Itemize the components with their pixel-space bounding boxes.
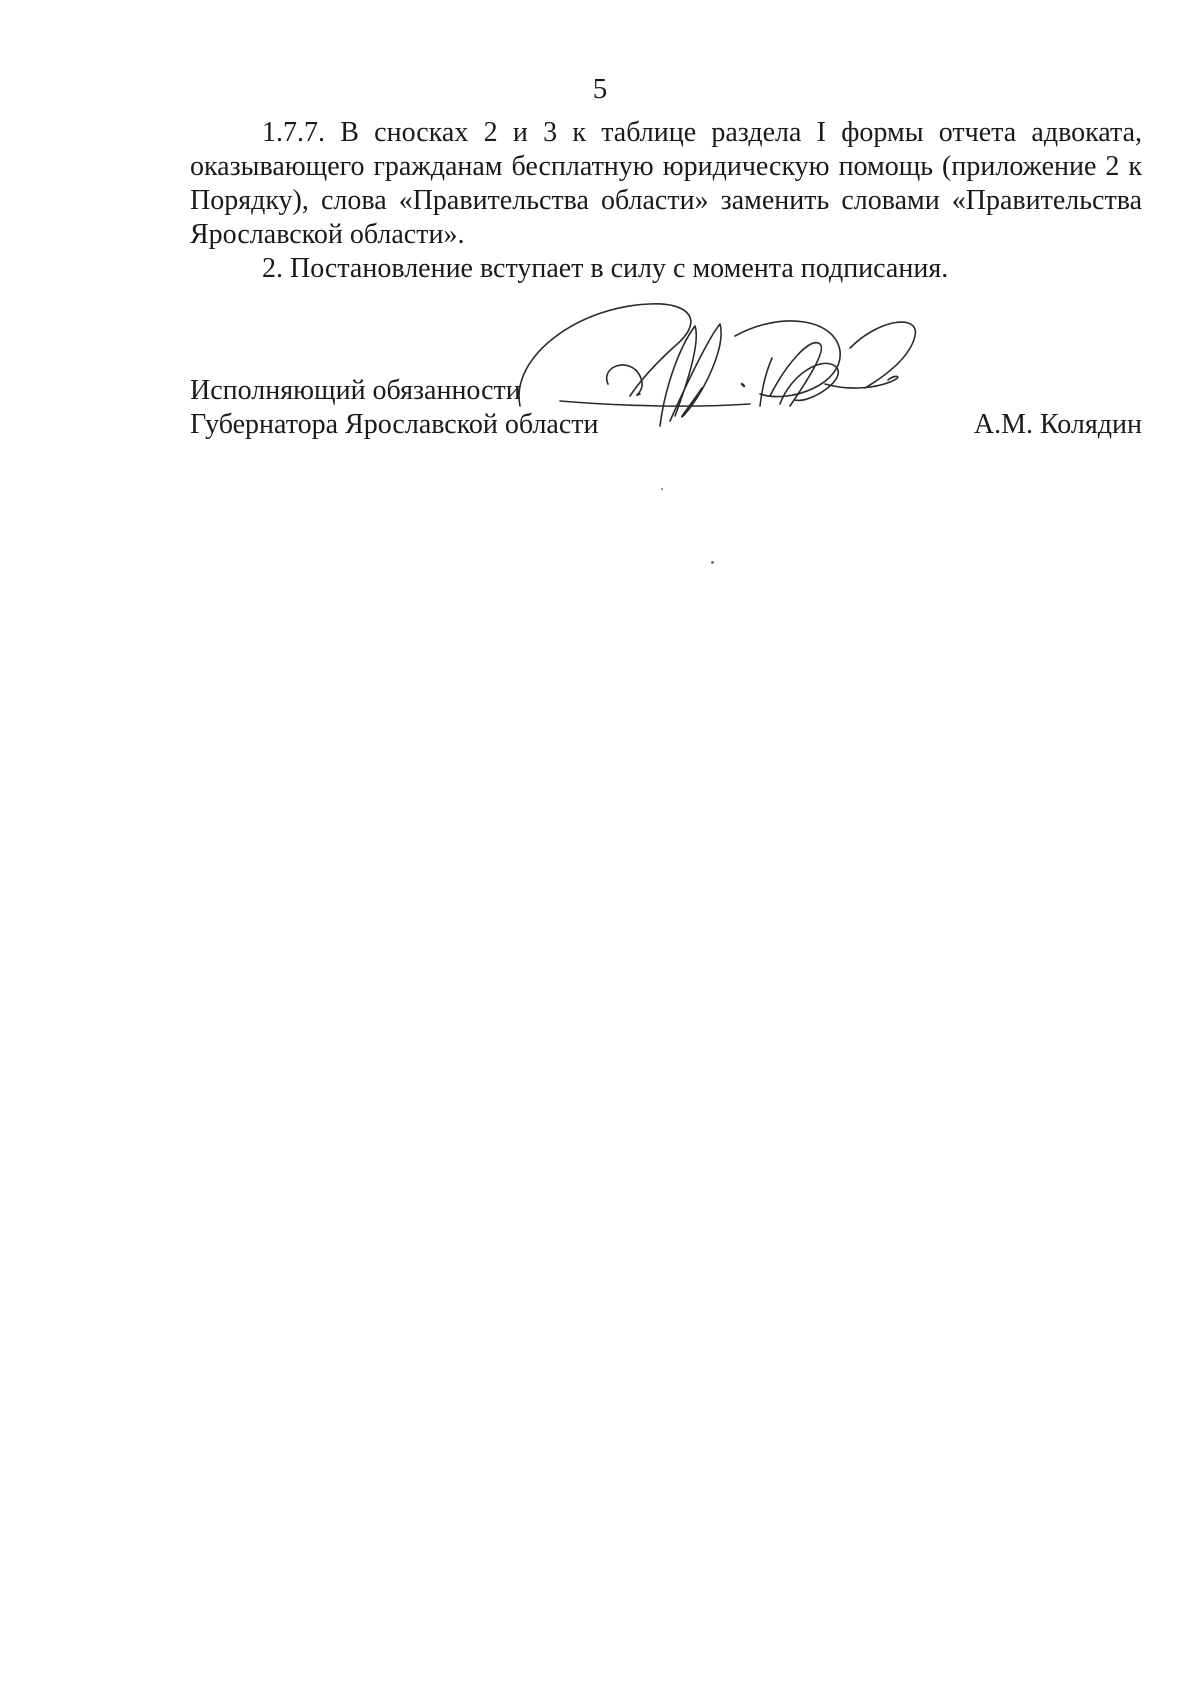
handwritten-signature	[490, 296, 960, 474]
signature-underline-stroke	[560, 401, 750, 406]
scan-speck	[711, 561, 714, 564]
signature-oval-stroke	[735, 321, 840, 397]
signature-letter-stroke-6	[780, 363, 838, 404]
signatory-name: А.М. Колядин	[973, 409, 1142, 440]
page-number: 5	[592, 73, 608, 105]
signature-letter-stroke-4	[760, 358, 772, 406]
paragraph-2: 2. Постановление вступает в силу с момента подписания.	[262, 253, 949, 284]
signatory-position-line-1: Исполняющий обязанности	[190, 375, 521, 406]
document-body	[190, 116, 1142, 286]
signatory-position-line-2: Губернатора Ярославской области	[190, 409, 599, 440]
paragraph-1-7-7: 1.7.7. В сносках 2 и 3 к таблице раздела I формы отчета адвоката, оказывающего гражданам бесплатную юридическую помощь (приложение 2 к Порядку), слова «Правительства области» заменить словами «Правительства Ярославской области».	[190, 117, 1142, 250]
scan-speck	[661, 488, 663, 490]
signature-letter-stroke-1	[607, 365, 642, 395]
signature-right-curl	[850, 322, 915, 388]
signature-dot	[742, 384, 744, 386]
signature-loop-stroke	[519, 304, 691, 406]
